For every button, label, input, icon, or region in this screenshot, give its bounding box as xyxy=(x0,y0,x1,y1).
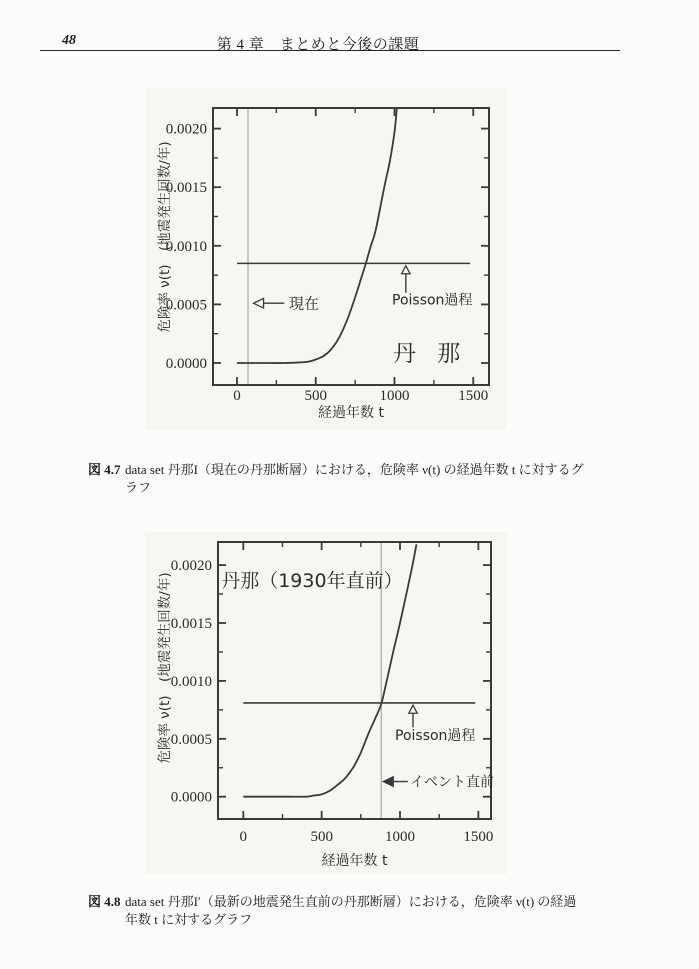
y-tick-label: 0.0000 xyxy=(165,356,207,372)
x-tick-label: 1000 xyxy=(385,829,415,845)
x-tick-label: 0 xyxy=(239,829,248,845)
y-tick-label: 0.0010 xyxy=(165,238,207,255)
chart-figure-4-8-tanna-1930 xyxy=(145,532,507,874)
y-axis-label: 危険率 ν(t) (地震発生回数/年) xyxy=(157,572,173,764)
chart-figure-4-7-tanna-present xyxy=(145,88,507,430)
figure-4-7-caption-text: data set 丹那I（現在の丹那断層）における，危険率 ν(t) の経過年数 t に対するグ ラフ xyxy=(125,462,584,495)
x-tick-label: 1000 xyxy=(379,388,410,404)
figure-4-8-caption-label: 図 4.8 xyxy=(88,894,121,909)
figure-4-8 xyxy=(145,532,507,874)
y-tick-label: 0.0015 xyxy=(165,180,207,197)
y-tick-label: 0.0005 xyxy=(165,297,207,314)
x-axis-label: 経過年数 t xyxy=(318,405,384,421)
x-tick-label: 500 xyxy=(310,829,333,845)
left-arrowhead-icon xyxy=(254,298,264,308)
annotation-label: イベント直前 xyxy=(410,774,494,791)
y-tick-label: 0.0010 xyxy=(170,673,212,690)
figure-4-8-caption-text: data set 丹那I′（最新の地震発生直前の丹那断層）における，危険率 ν(t) の経過 年数 t に対するグラフ xyxy=(125,894,577,927)
figure-4-8-caption xyxy=(88,893,600,928)
x-tick-label: 500 xyxy=(304,388,328,404)
annotation-label: Poisson過程 xyxy=(392,292,473,309)
y-axis-label: 危険率 ν(t) (地震発生回数/年) xyxy=(157,141,173,333)
y-tick-label: 0.0020 xyxy=(170,558,212,575)
left-arrowhead-icon xyxy=(383,777,393,787)
up-arrowhead-icon xyxy=(409,705,417,713)
y-tick-label: 0.0020 xyxy=(165,121,207,138)
annotation-label: Poisson過程 xyxy=(395,727,476,744)
y-tick-label: 0.0015 xyxy=(170,616,212,632)
chart-label: 丹那（1930年直前） xyxy=(221,569,403,592)
figure-4-7-caption-label: 図 4.7 xyxy=(88,462,121,477)
y-tick-label: 0.0000 xyxy=(170,789,212,806)
up-arrowhead-icon xyxy=(402,266,410,274)
header-rule xyxy=(40,50,620,51)
x-tick-label: 1500 xyxy=(463,829,494,845)
x-tick-label: 0 xyxy=(233,388,241,404)
annotation-label: 現在 xyxy=(289,294,320,313)
hazard-curve xyxy=(237,108,397,364)
chart-label: 丹 那 xyxy=(392,341,468,368)
chapter-title: 第 4 章 まとめと今後の課題 xyxy=(216,37,420,53)
page-number: 48 xyxy=(62,33,76,48)
x-tick-label: 1500 xyxy=(458,388,489,404)
x-axis-label: 経過年数 t xyxy=(321,853,388,869)
y-tick-label: 0.0005 xyxy=(170,731,212,748)
figure-4-7 xyxy=(145,88,507,430)
figure-4-7-caption xyxy=(88,461,600,496)
